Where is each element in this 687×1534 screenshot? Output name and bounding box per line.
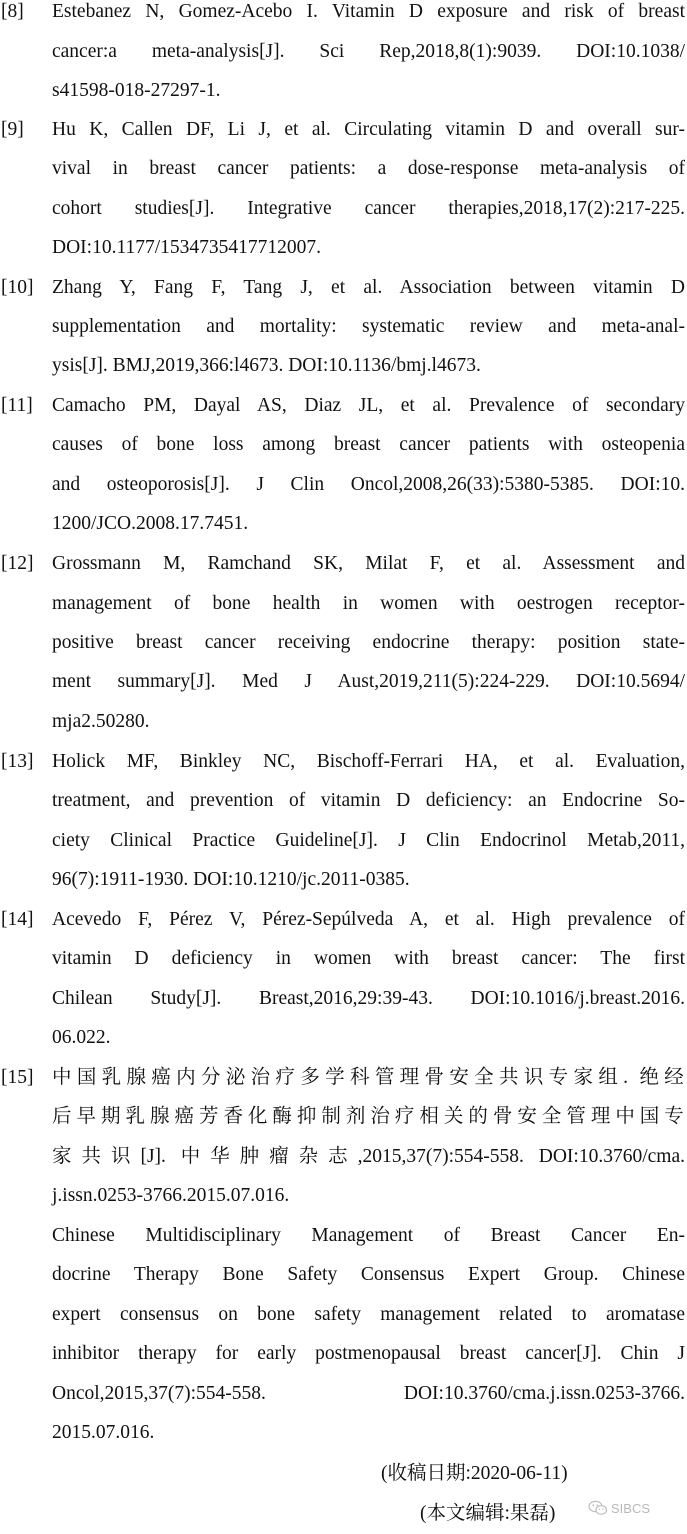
reference-12-line-5 [0, 702, 687, 742]
reference-10-line-3 [0, 346, 687, 386]
reference-line: positive breast cancer receiving endocrine therapy: position state- [52, 632, 685, 653]
reference-number: [15] [1, 1067, 34, 1088]
reference-number: [14] [1, 909, 34, 930]
reference-15-line-2 [0, 1097, 687, 1137]
reference-line: Grossmann M, Ramchand SK, Milat F, et al. Assessment and [52, 553, 685, 574]
reference-number: [12] [1, 553, 34, 574]
reference-line: inhibitor therapy for early postmenopausal breast cancer[J]. Chin J [52, 1343, 685, 1364]
reference-8-line-2 [0, 32, 687, 72]
reference-line: Chinese Multidisciplinary Management of Breast Cancer En- [52, 1225, 685, 1246]
reference-line: treatment, and prevention of vitamin D deficiency: an Endocrine So- [52, 790, 685, 811]
reference-10 [0, 268, 687, 308]
reference-15-translation-line-4 [0, 1334, 687, 1374]
reference-11-line-2 [0, 425, 687, 465]
reference-number: [11] [1, 395, 33, 416]
reference-line: Chilean Study[J]. Breast,2016,29:39-43. DOI:10.1016/j.breast.2016. [52, 988, 685, 1009]
reference-line: expert consensus on bone safety management related to aromatase [52, 1304, 685, 1325]
reference-line: 1200/JCO.2008.17.7451. [52, 513, 249, 534]
reference-line: Estebanez N, Gomez-Acebo I. Vitamin D exposure and risk of breast [52, 1, 685, 22]
reference-line: supplementation and mortality: systematic review and meta-anal- [52, 316, 685, 337]
reference-line: docrine Therapy Bone Safety Consensus Expert Group. Chinese [52, 1264, 685, 1285]
reference-line: Camacho PM, Dayal AS, Diaz JL, et al. Prevalence of secondary [52, 395, 685, 416]
reference-14-line-4 [0, 1018, 687, 1058]
reference-11 [0, 386, 687, 426]
reference-line: Holick MF, Binkley NC, Bischoff-Ferrari HA, et al. Evaluation, [52, 751, 685, 772]
reference-number: [13] [1, 751, 34, 772]
reference-8-line-3 [0, 71, 687, 111]
reference-line: Zhang Y, Fang F, Tang J, et al. Association between vitamin D [52, 277, 685, 298]
reference-9 [0, 110, 687, 150]
reference-line: and osteoporosis[J]. J Clin Oncol,2008,26(33):5380-5385. DOI:10. [52, 474, 685, 495]
reference-line: j.issn.0253-3766.2015.07.016. [52, 1185, 290, 1206]
reference-13-line-4 [0, 860, 687, 900]
reference-13-line-2 [0, 781, 687, 821]
reference-line: Hu K, Callen DF, Li J, et al. Circulating vitamin D and overall sur- [52, 119, 685, 140]
reference-line: management of bone health in women with oestrogen receptor- [52, 593, 685, 614]
reference-line: Acevedo F, Pérez V, Pérez-Sepúlveda A, et al. High prevalence of [52, 909, 685, 930]
reference-12 [0, 544, 687, 584]
reference-15-translation-line-2 [0, 1255, 687, 1295]
reference-9-line-2 [0, 149, 687, 189]
reference-line: vival in breast cancer patients: a dose-response meta-analysis of [52, 158, 685, 179]
reference-15-line-4 [0, 1176, 687, 1216]
reference-line: vitamin D deficiency in women with breast cancer: The first [52, 948, 685, 969]
reference-line: cohort studies[J]. Integrative cancer therapies,2018,17(2):217-225. [52, 198, 685, 219]
received-date: (收稿日期:2020-06-11) [381, 1463, 568, 1484]
reference-9-line-4 [0, 228, 687, 268]
reference-line: 2015.07.016. [52, 1422, 155, 1443]
reference-line: s41598-018-27297-1. [52, 80, 221, 101]
reference-15-translation-line-5 [0, 1374, 687, 1414]
wechat-icon [588, 1500, 608, 1516]
reference-line: DOI:10.1177/1534735417712007. [52, 237, 322, 258]
reference-line: 后早期乳腺癌芳香化酶抑制剂治疗相关的骨安全管理中国专 [52, 1106, 685, 1127]
editor-credit: (本文编辑:果磊) [420, 1503, 556, 1524]
reference-15-translation [0, 1216, 687, 1256]
reference-14-line-2 [0, 939, 687, 979]
watermark-label: SIBCS [611, 1500, 651, 1516]
reference-line: ysis[J]. BMJ,2019,366:l4673. DOI:10.1136/bmj.l4673. [52, 355, 481, 376]
reference-line: 96(7):1911-1930. DOI:10.1210/jc.2011-0385. [52, 869, 410, 890]
reference-12-line-4 [0, 662, 687, 702]
reference-line: 06.022. [52, 1027, 111, 1048]
reference-number: [10] [1, 277, 34, 298]
reference-number: [9] [1, 119, 24, 140]
reference-15-line-3 [0, 1137, 687, 1177]
reference-line: ment summary[J]. Med J Aust,2019,211(5):224-229. DOI:10.5694/ [52, 671, 685, 692]
reference-line: 中国乳腺癌内分泌治疗多学科管理骨安全共识专家组. 绝经 [52, 1067, 685, 1088]
reference-number: [8] [1, 1, 24, 22]
reference-10-line-2 [0, 307, 687, 347]
reference-11-line-3 [0, 465, 687, 505]
reference-13-line-3 [0, 821, 687, 861]
reference-15 [0, 1058, 687, 1098]
reference-9-line-3 [0, 189, 687, 229]
watermark [588, 1496, 650, 1520]
reference-12-line-2 [0, 584, 687, 624]
reference-12-line-3 [0, 623, 687, 663]
reference-line: mja2.50280. [52, 711, 150, 732]
reference-8 [0, 0, 687, 32]
reference-11-line-4 [0, 504, 687, 544]
reference-line: causes of bone loss among breast cancer patients with osteopenia [52, 434, 685, 455]
reference-line: 家共识[J]. 中华肿瘤杂志,2015,37(7):554-558. DOI:10.3760/cma. [52, 1146, 685, 1167]
reference-14-line-3 [0, 979, 687, 1019]
reference-15-translation-line-3 [0, 1295, 687, 1335]
reference-14 [0, 900, 687, 940]
reference-line: cancer:a meta-analysis[J]. Sci Rep,2018,8(1):9039. DOI:10.1038/ [52, 41, 685, 62]
reference-13 [0, 742, 687, 782]
reference-line: ciety Clinical Practice Guideline[J]. J Clin Endocrinol Metab,2011, [52, 830, 685, 851]
reference-15-translation-line-6 [0, 1413, 687, 1453]
reference-line: Oncol,2015,37(7):554-558. DOI:10.3760/cma.j.issn.0253-3766. [52, 1383, 685, 1404]
